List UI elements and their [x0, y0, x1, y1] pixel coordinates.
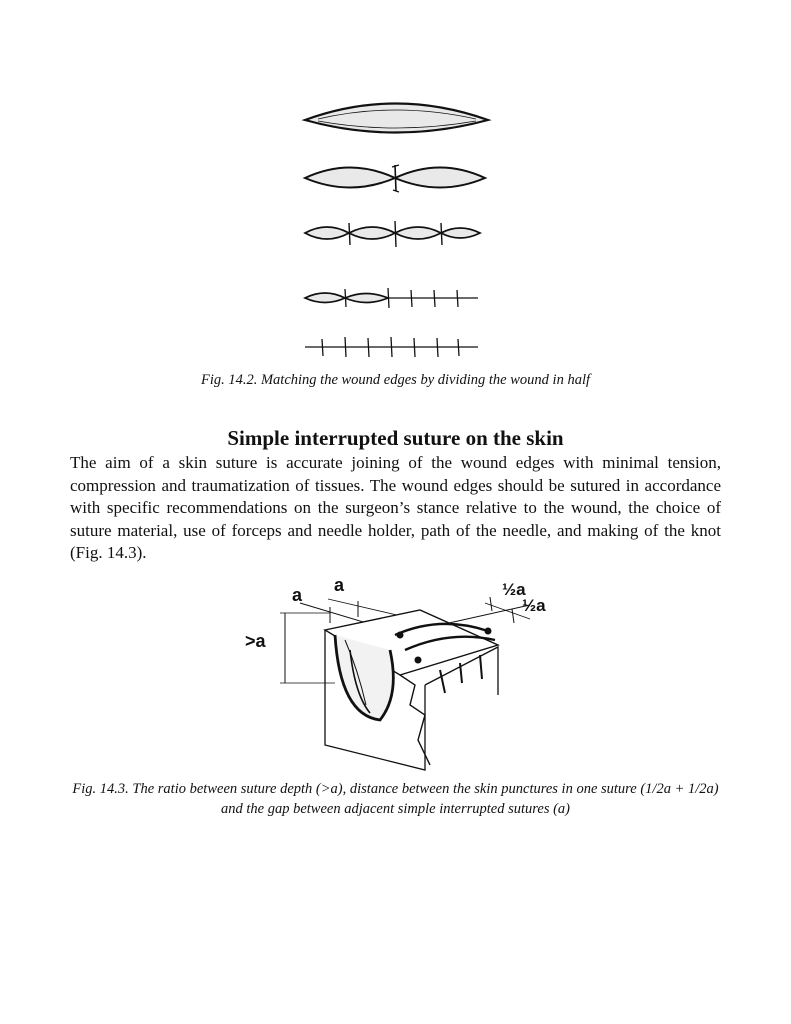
- figure-14-3-caption: Fig. 14.3. The ratio between suture depth (>a), distance between the skin punctures in one suture (1/2a + 1/2a) and the gap between adjacent simple interrupted sutures (a): [72, 781, 719, 817]
- wound-stage-2: [305, 165, 485, 192]
- wound-stage-4: [305, 288, 478, 308]
- section-heading: Simple interrupted suture on the skin: [227, 426, 564, 450]
- wound-stage-3: [305, 221, 480, 247]
- section-paragraph: The aim of a skin suture is accurate joining of the wound edges with minimal tension, compression and traumatization of tissues. The wound edges should be sutured in accordance with specific recommendations on the surgeon’s stance relative to the wound, the choice of suture material, use of forceps and needle holder, path of the needle, and making of the knot (Fig. 14.3).: [70, 453, 721, 563]
- half-label-top: ½a: [502, 580, 526, 599]
- figure-14-2-caption: Fig. 14.2. Matching the wound edges by dividing the wound in half: [200, 372, 591, 388]
- wound-stage-1: [305, 104, 488, 133]
- wound-stage-5: [305, 337, 478, 357]
- suture-ratio-illustration: [240, 575, 560, 780]
- half-label-right: ½a: [522, 596, 546, 615]
- gap-label-top: a: [334, 575, 345, 595]
- depth-label: >a: [245, 631, 266, 651]
- wound-halving-illustration: [300, 95, 495, 365]
- half-dimension-line: [440, 605, 530, 625]
- gap-label-left: a: [292, 585, 303, 605]
